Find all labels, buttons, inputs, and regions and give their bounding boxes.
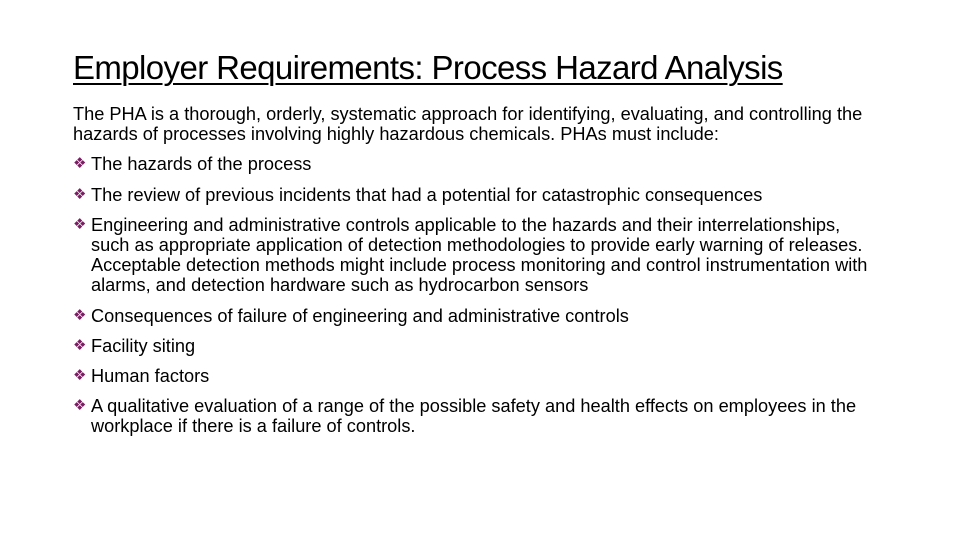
list-item <box>73 366 873 386</box>
list-item-text: Engineering and administrative controls applicable to the hazards and their interrelationships, such as appropriate application of detection methodologies to provide early warning of releases. Acceptable detection methods might include process monitoring and control instrumentation with alarms, and detection hardware such as hydrocarbon sensors <box>91 214 868 296</box>
slide-body <box>73 104 873 447</box>
diamond-bullet-icon: ❖ <box>73 306 87 324</box>
list-item <box>73 185 873 205</box>
requirements-list <box>73 154 873 436</box>
list-item <box>73 215 873 296</box>
list-item-text: Facility siting <box>91 335 196 356</box>
list-item-text: The review of previous incidents that had a potential for catastrophic consequences <box>91 184 763 205</box>
diamond-bullet-icon: ❖ <box>73 155 87 173</box>
diamond-bullet-icon: ❖ <box>73 215 87 233</box>
list-item <box>73 154 873 174</box>
list-item <box>73 336 873 356</box>
list-item <box>73 306 873 326</box>
diamond-bullet-icon: ❖ <box>73 397 87 415</box>
list-item-text: Consequences of failure of engineering and administrative controls <box>91 305 629 326</box>
list-item-text: The hazards of the process <box>91 154 312 175</box>
diamond-bullet-icon: ❖ <box>73 367 87 385</box>
list-item <box>73 396 873 436</box>
diamond-bullet-icon: ❖ <box>73 336 87 354</box>
diamond-bullet-icon: ❖ <box>73 185 87 203</box>
list-item-text: A qualitative evaluation of a range of the possible safety and health effects on employees in the workplace if there is a failure of controls. <box>91 396 857 437</box>
list-item-text: Human factors <box>91 366 210 387</box>
slide-title: Employer Requirements: Process Hazard Analysis <box>73 49 783 86</box>
intro-paragraph: The PHA is a thorough, orderly, systematic approach for identifying, evaluating, and controlling the hazards of processes involving highly hazardous chemicals. PHAs must include: <box>73 104 863 145</box>
